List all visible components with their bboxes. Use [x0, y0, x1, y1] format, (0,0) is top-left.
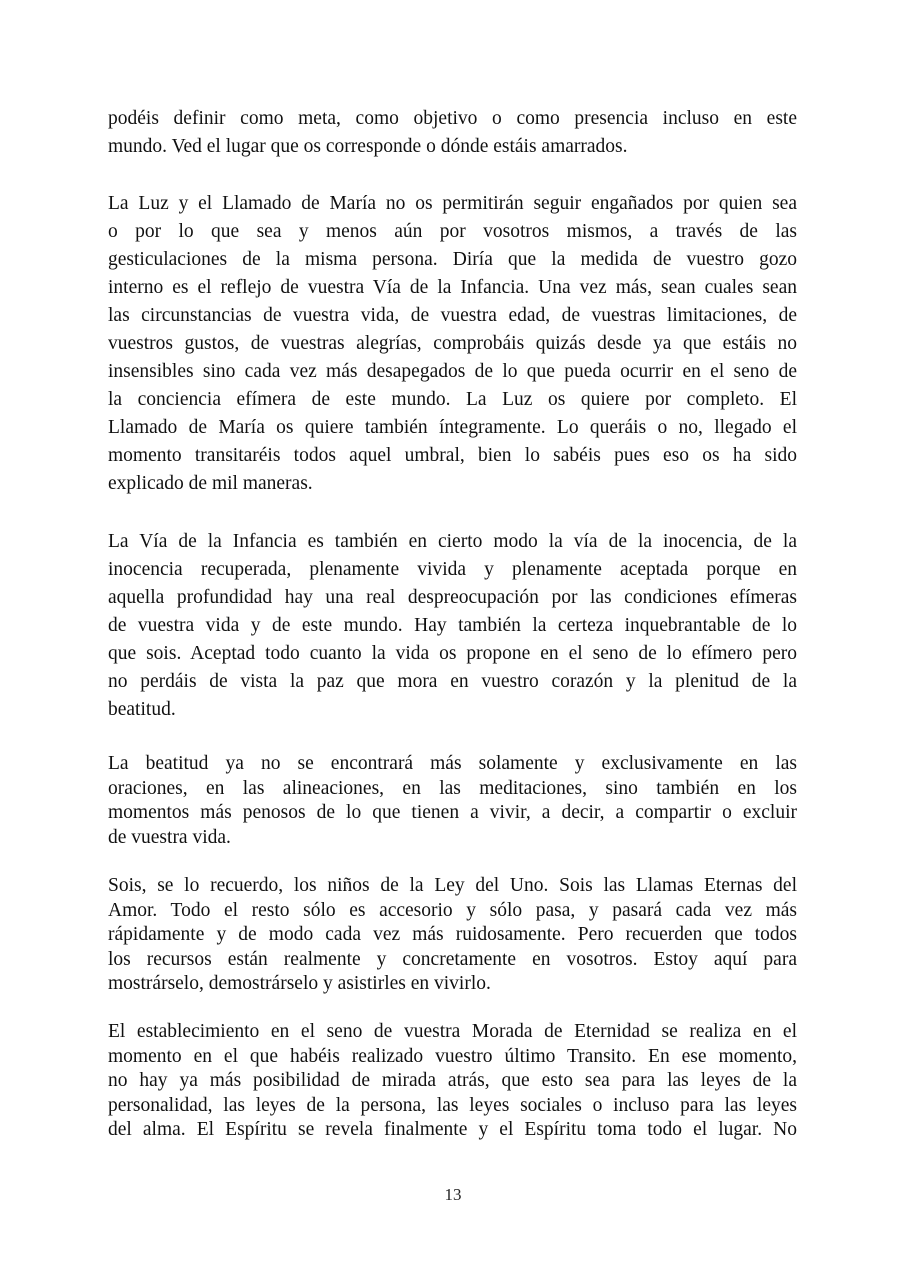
paragraph-2: [108, 190, 797, 498]
text-line: interno es el reflejo de vuestra Vía de la Infancia. Una vez más, sean cuales sean: [108, 277, 797, 298]
text-line: momento transitaréis todos aquel umbral, bien lo sabéis pues eso os ha sido: [108, 445, 797, 466]
text-line: La beatitud ya no se encontrará más solamente y exclusivamente en las: [108, 753, 797, 774]
text-line: El establecimiento en el seno de vuestra Morada de Eternidad se realiza en el: [108, 1021, 797, 1042]
text-line: momento en el que habéis realizado vuestro último Transito. En ese momento,: [108, 1045, 797, 1067]
text-line: las circunstancias de vuestra vida, de vuestra edad, de vuestras limitaciones, de: [108, 305, 797, 326]
paragraph-3: [108, 528, 797, 724]
text-line: Sois, se lo recuerdo, los niños de la Ley del Uno. Sois las Llamas Eternas del: [108, 875, 797, 896]
paragraph-4: [108, 752, 797, 850]
text-line: la conciencia efímera de este mundo. La Luz os quiere por completo. El: [108, 389, 797, 410]
text-line: los recursos están realmente y concretamente en vosotros. Estoy aquí para: [108, 948, 797, 970]
paragraph-5: [108, 874, 797, 997]
text-line: que sois. Aceptad todo cuanto la vida os propone en el seno de lo efímero pero: [108, 643, 797, 664]
text-line: beatitud.: [108, 699, 176, 720]
text-line: podéis definir como meta, como objetivo o como presencia incluso en este: [108, 108, 797, 129]
text-line: mostrárselo, demostrárselo y asistirles en vivirlo.: [108, 973, 491, 995]
text-line: personalidad, las leyes de la persona, las leyes sociales o incluso para las leyes: [108, 1094, 797, 1116]
text-line: no perdáis de vista la paz que mora en vuestro corazón y la plenitud de la: [108, 671, 797, 692]
text-line: La Vía de la Infancia es también en cierto modo la vía de la inocencia, de la: [108, 531, 797, 552]
text-line: momentos más penosos de lo que tienen a vivir, a decir, a compartir o excluir: [108, 802, 797, 824]
text-line: mundo. Ved el lugar que os corresponde o dónde estáis amarrados.: [108, 136, 628, 157]
paragraph-1: [108, 105, 797, 161]
text-line: Amor. Todo el resto sólo es accesorio y sólo pasa, y pasará cada vez más: [108, 899, 797, 921]
text-line: o por lo que sea y menos aún por vosotros mismos, a través de las: [108, 221, 797, 242]
text-line: aquella profundidad hay una real despreocupación por las condiciones efímeras: [108, 587, 797, 608]
text-line: rápidamente y de modo cada vez más ruidosamente. Pero recuerden que todos: [108, 924, 797, 946]
page-number: 13: [444, 1185, 462, 1204]
text-line: de vuestra vida y de este mundo. Hay también la certeza inquebrantable de lo: [108, 615, 797, 636]
paragraph-6: [108, 1020, 797, 1143]
text-line: La Luz y el Llamado de María no os permitirán seguir engañados por quien sea: [108, 193, 797, 214]
text-line: Llamado de María os quiere también íntegramente. Lo queráis o no, llegado el: [108, 417, 797, 438]
text-line: explicado de mil maneras.: [108, 473, 313, 494]
text-line: gesticulaciones de la misma persona. Diría que la medida de vuestro gozo: [108, 249, 797, 270]
text-line: del alma. El Espíritu se revela finalmente y el Espíritu toma todo el lugar. No: [108, 1119, 797, 1141]
text-line: insensibles sino cada vez más desapegados de lo que pueda ocurrir en el seno de: [108, 361, 797, 382]
text-line: oraciones, en las alineaciones, en las meditaciones, sino también en los: [108, 777, 797, 799]
text-line: inocencia recuperada, plenamente vivida y plenamente aceptada porque en: [108, 559, 797, 580]
text-line: de vuestra vida.: [108, 826, 231, 848]
text-line: no hay ya más posibilidad de mirada atrás, que esto sea para las leyes de la: [108, 1070, 797, 1092]
text-line: vuestros gustos, de vuestras alegrías, comprobáis quizás desde ya que estáis no: [108, 333, 797, 354]
